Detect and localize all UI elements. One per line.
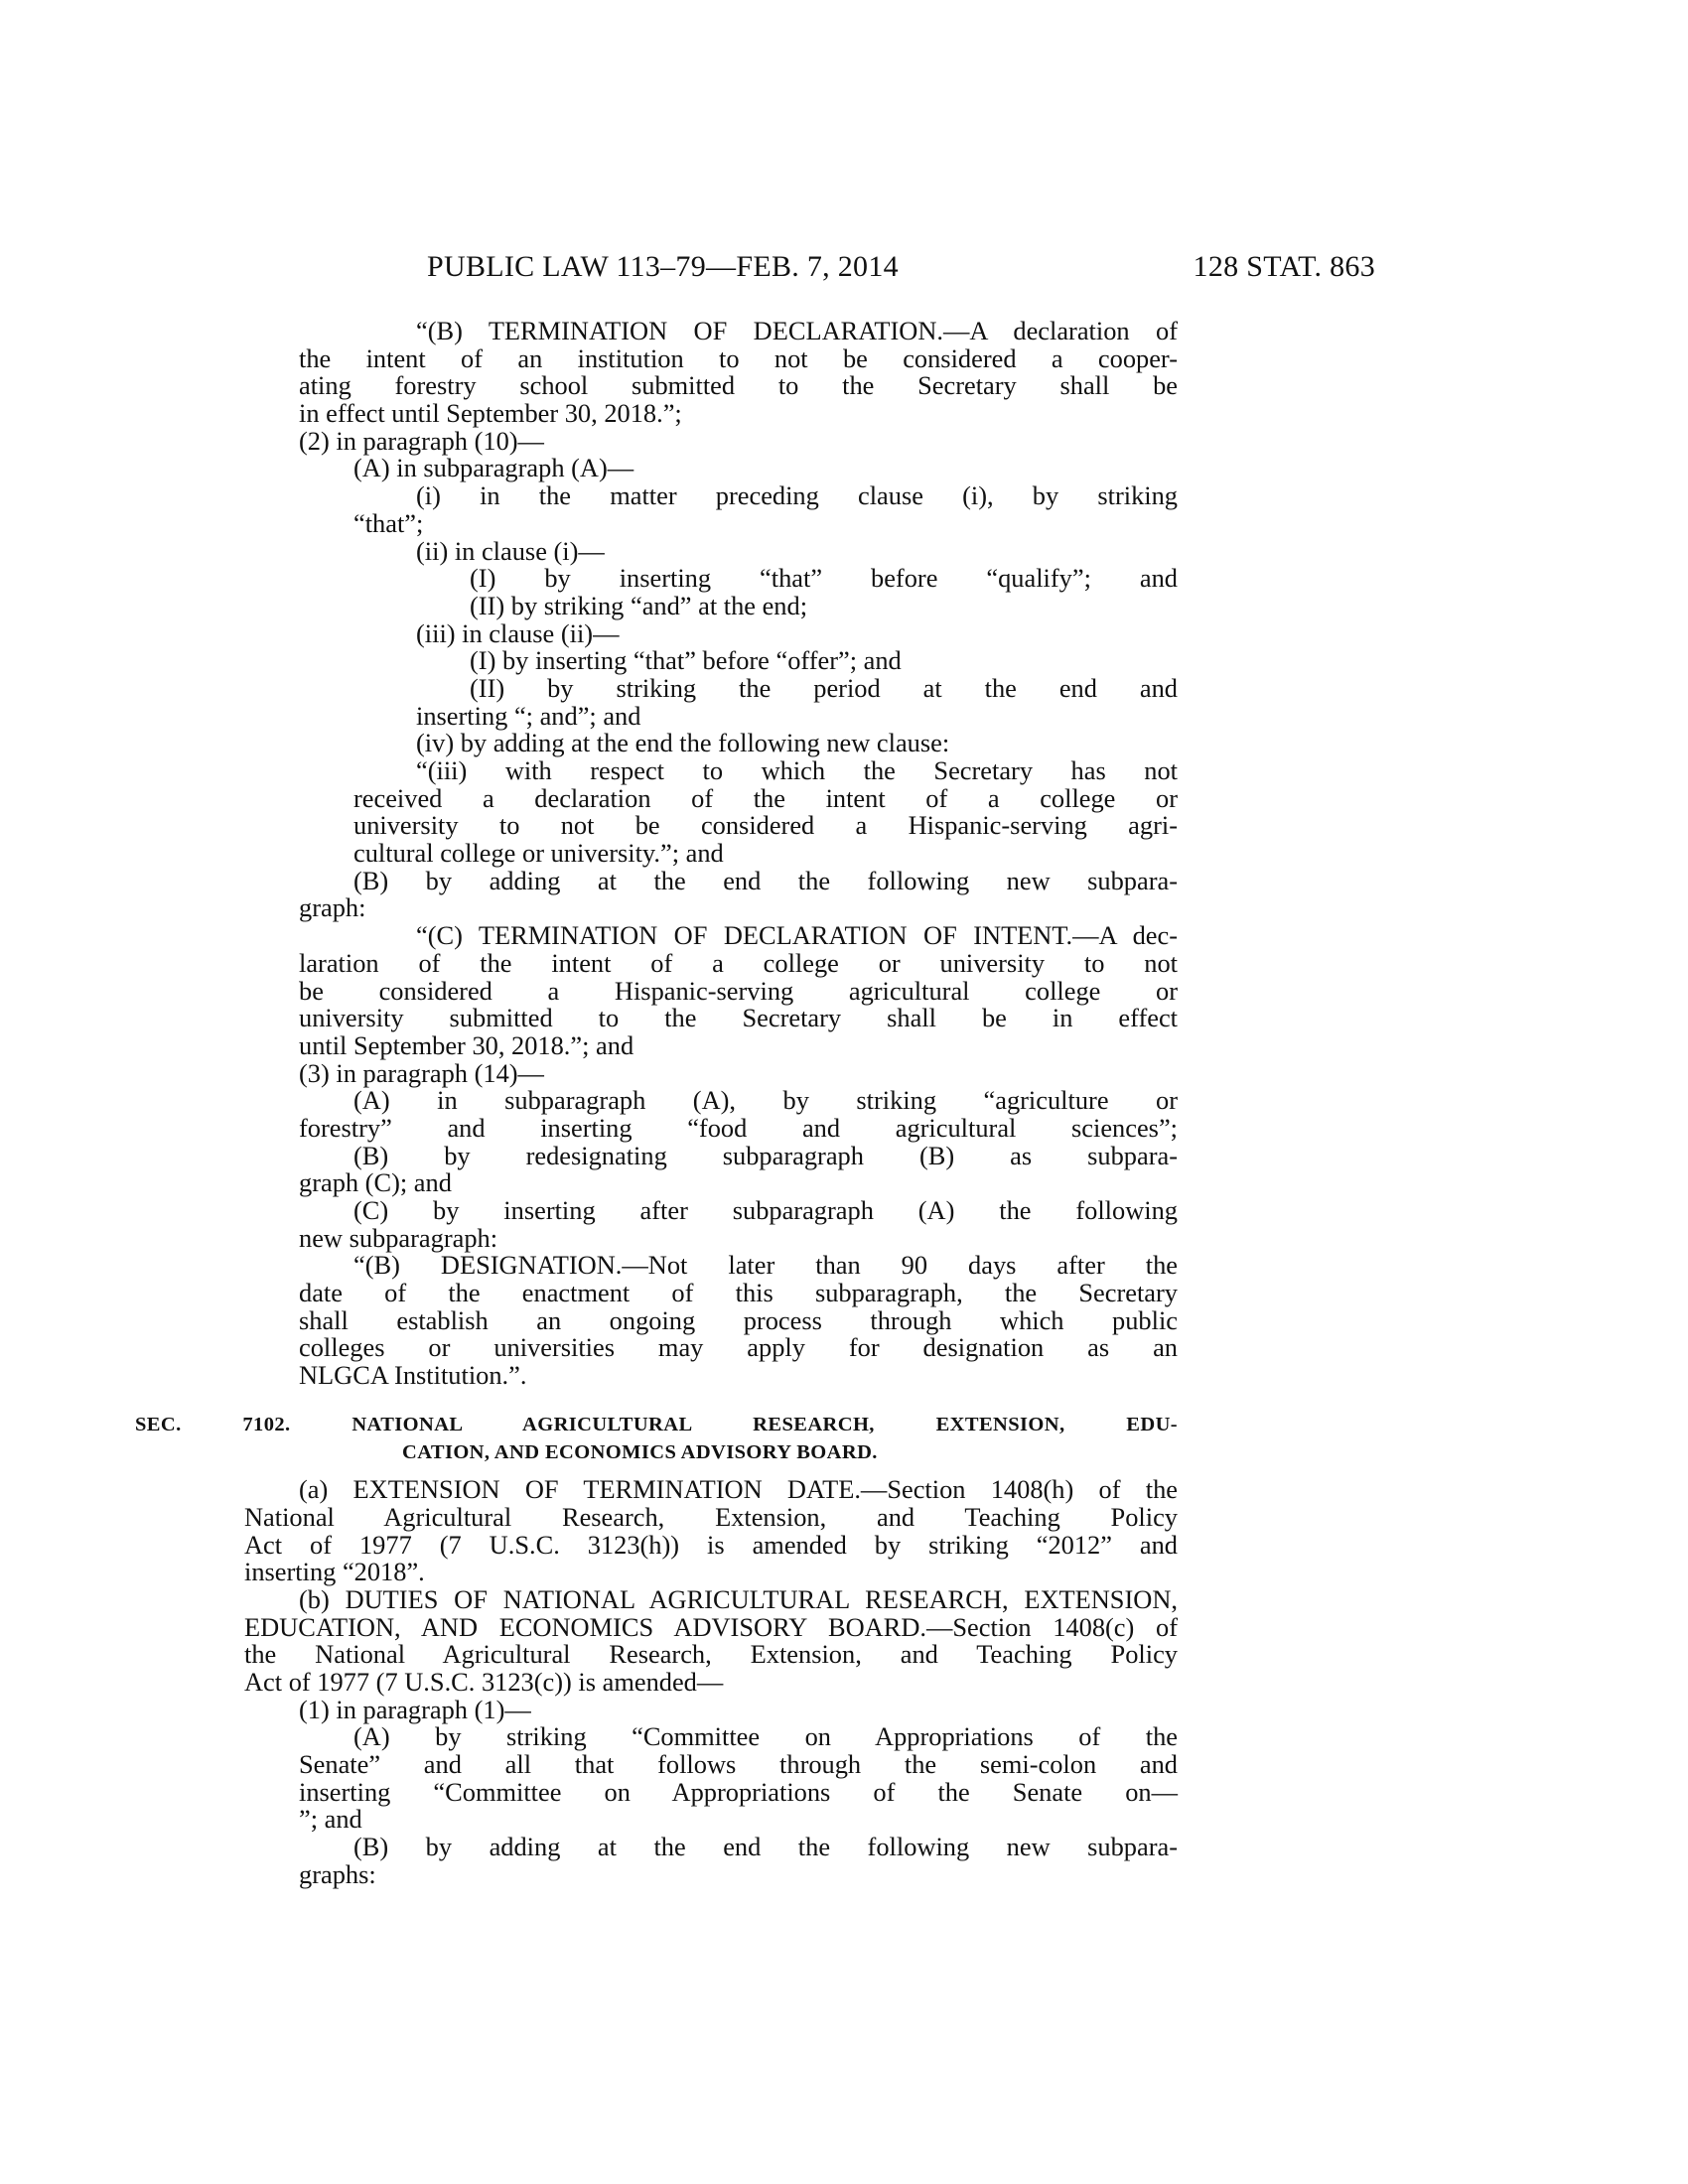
text-line: graph: [299,892,366,923]
text-line: inserting “2018”. [244,1557,425,1587]
text-line: (B) by adding at the end the following new subpara- [353,1832,1178,1862]
text-line: (1) in paragraph (1)— [299,1694,531,1724]
text-line: (iii) in clause (ii)— [416,617,620,648]
section-heading: SEC. 7102. NATIONAL AGRICULTURAL RESEARCH, EXTENSION, EDU- [135,1413,1178,1435]
text-line: (B) by adding at the end the following new subpara- [353,865,1178,895]
text-line: ”; and [299,1804,362,1835]
text-line: (C) by inserting after subparagraph (A) the following [353,1195,1178,1225]
text-line: Act of 1977 (7 U.S.C. 3123(c)) is amended— [244,1667,724,1697]
text-line: (3) in paragraph (14)— [299,1057,544,1088]
text-line: the National Agricultural Research, Extension, and Teaching Policy [244,1639,1178,1670]
text-line: (I) by inserting “that” before “qualify”; and [470,563,1178,594]
text-line: until September 30, 2018.”; and [299,1029,634,1060]
text-line: (A) by striking “Committee on Appropriations of the [353,1721,1178,1752]
document-body [135,316,1178,1889]
text-line: “(iii) with respect to which the Secretary has not [416,755,1178,785]
text-line: (I) by inserting “that” before “offer”; and [470,645,902,676]
text-line: (A) in subparagraph (A), by striking “agriculture or [353,1085,1178,1116]
section-heading: CATION, AND ECONOMICS ADVISORY BOARD. [402,1440,878,1463]
text-line: (a) EXTENSION OF TERMINATION DATE.—Section 1408(h) of the [299,1474,1178,1505]
text-line: EDUCATION, AND ECONOMICS ADVISORY BOARD.—Section 1408(c) of [244,1611,1178,1642]
text-line: NLGCA Institution.”. [299,1360,527,1391]
text-line: be considered a Hispanic-serving agricultural college or [299,975,1178,1006]
text-line: received a declaration of the intent of a college or [353,782,1178,813]
text-line: Senate” and all that follows through the semi-colon and [299,1749,1178,1780]
text-line: “that”; [353,507,424,538]
text-line: forestry” and inserting “food and agricultural sciences”; [299,1112,1178,1143]
law-title: PUBLIC LAW 113–79—FEB. 7, 2014 [427,250,899,283]
text-line: inserting “Committee on Appropriations of the Senate on— [299,1776,1178,1807]
text-line: (i) in the matter preceding clause (i), by striking [416,480,1178,511]
text-line: “(C) TERMINATION OF DECLARATION OF INTENT.—A dec- [416,920,1178,951]
text-line: National Agricultural Research, Extension, and Teaching Policy [244,1501,1178,1532]
text-line: “(B) DESIGNATION.—Not later than 90 days after the [353,1250,1178,1281]
stat-page-number: 128 STAT. 863 [1193,250,1375,283]
text-line: university submitted to the Secretary shall be in effect [299,1003,1178,1033]
text-line: (B) by redesignating subparagraph (B) as subpara- [353,1140,1178,1170]
text-line: inserting “; and”; and [416,700,641,731]
text-line: in effect until September 30, 2018.”; [299,398,682,429]
text-line: graphs: [299,1858,376,1889]
text-line: (II) by striking “and” at the end; [470,590,808,620]
text-line: Act of 1977 (7 U.S.C. 3123(h)) is amended by striking “2012” and [244,1529,1178,1560]
text-line: graph (C); and [299,1167,452,1198]
text-line: (II) by striking the period at the end and [470,672,1178,703]
text-line: (2) in paragraph (10)— [299,425,544,456]
text-line: (A) in subparagraph (A)— [353,453,634,483]
text-line: the intent of an institution to not be considered a cooper- [299,342,1178,373]
text-line: colleges or universities may apply for designation as an [299,1332,1178,1363]
text-line: (iv) by adding at the end the following new clause: [416,728,950,758]
page-header [0,250,1688,290]
text-line: university to not be considered a Hispanic-serving agri- [353,810,1178,841]
text-line: (ii) in clause (i)— [416,535,605,566]
text-line: laration of the intent of a college or university to not [299,947,1178,978]
text-line: shall establish an ongoing process through which public [299,1304,1178,1335]
text-line: cultural college or university.”; and [353,838,724,869]
text-line: (b) DUTIES OF NATIONAL AGRICULTURAL RESEARCH, EXTENSION, [299,1583,1178,1614]
text-line: “(B) TERMINATION OF DECLARATION.—A declaration of [416,316,1178,345]
text-line: new subparagraph: [299,1222,498,1253]
text-line: date of the enactment of this subparagraph, the Secretary [299,1278,1178,1308]
text-line: ating forestry school submitted to the Secretary shall be [299,370,1178,401]
